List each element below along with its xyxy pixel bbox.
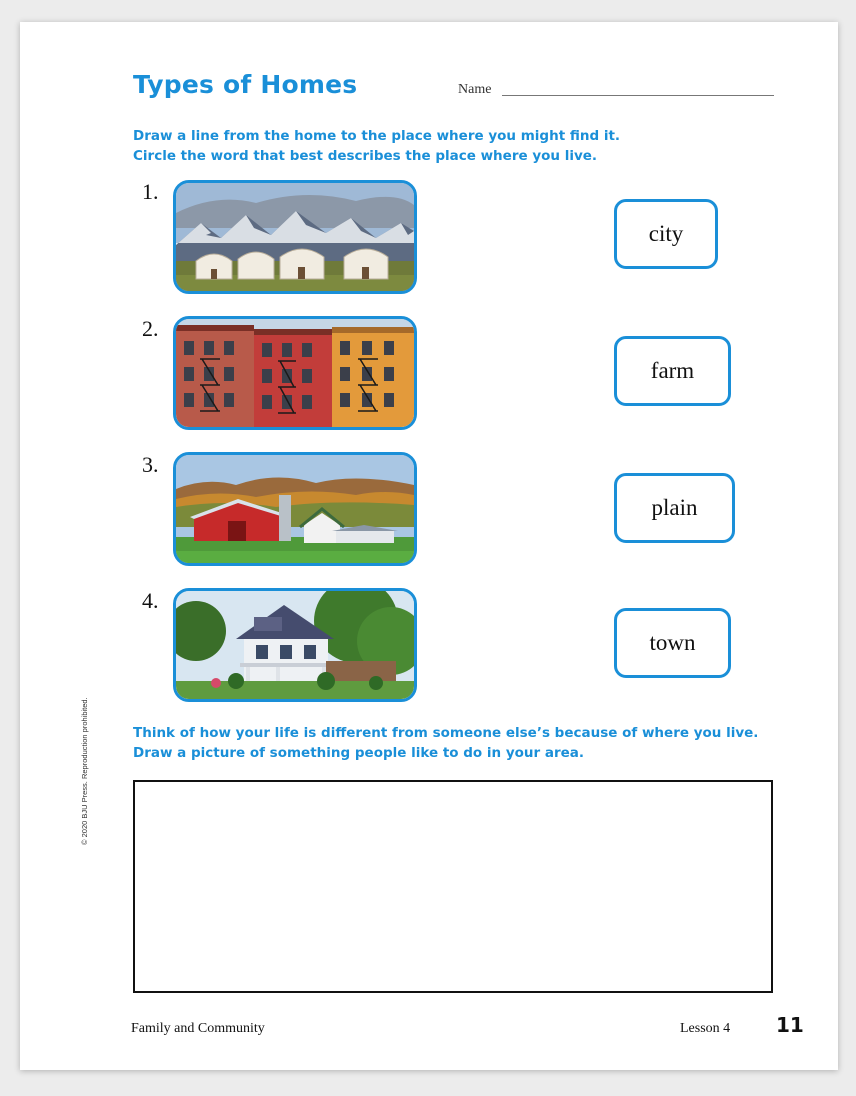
instructions-drawing <box>133 723 758 763</box>
item-number: 1. <box>142 179 159 204</box>
name-line[interactable] <box>502 95 774 96</box>
word-box-plain[interactable]: plain <box>614 473 735 543</box>
town-house-image[interactable] <box>173 588 417 702</box>
page-title: Types of Homes <box>133 70 358 99</box>
instructions-matching <box>133 126 620 166</box>
instruction-line: Think of how your life is different from someone else’s because of where you live. <box>133 725 759 741</box>
word-box-farm[interactable]: farm <box>614 336 731 406</box>
yurts-image[interactable] <box>173 180 417 294</box>
page-number: 11 <box>776 1013 804 1037</box>
instruction-line: Draw a picture of something people like to do in your area. <box>133 745 585 761</box>
item-number: 2. <box>142 316 159 341</box>
item-number: 3. <box>142 452 159 477</box>
city-apartments-image[interactable] <box>173 316 417 430</box>
word-box-city[interactable]: city <box>614 199 718 269</box>
footer-book-title: Family and Community <box>131 1021 265 1036</box>
footer-lesson: Lesson 4 <box>680 1021 731 1036</box>
name-label: Name <box>458 82 492 97</box>
farm-barn-image[interactable] <box>173 452 417 566</box>
copyright-notice: © 2020 BJU Press. Reproduction prohibited. <box>80 697 89 845</box>
word-box-town[interactable]: town <box>614 608 731 678</box>
worksheet-page <box>20 22 838 1070</box>
item-number: 4. <box>142 588 159 613</box>
instruction-line: Circle the word that best describes the place where you live. <box>133 148 598 164</box>
drawing-box[interactable] <box>133 780 773 993</box>
instruction-line: Draw a line from the home to the place where you might find it. <box>133 128 621 144</box>
